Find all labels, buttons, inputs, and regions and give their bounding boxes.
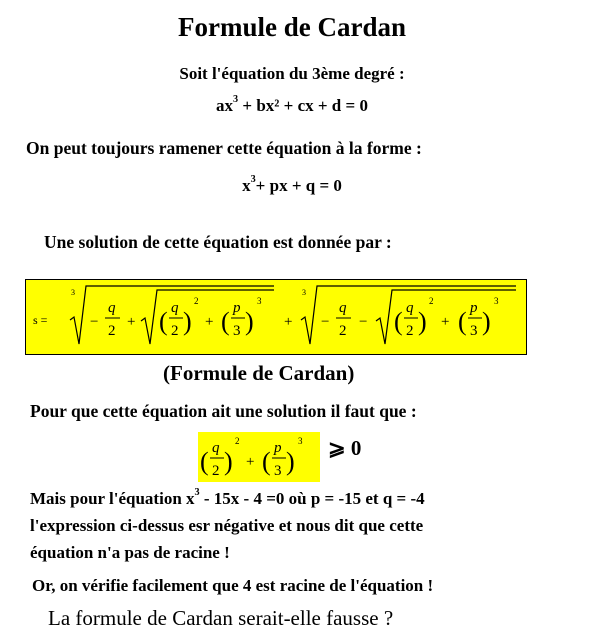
svg-text:(: ( bbox=[394, 307, 403, 336]
svg-text:(: ( bbox=[200, 447, 209, 476]
svg-text:3: 3 bbox=[274, 463, 282, 479]
svg-text:): ) bbox=[418, 307, 427, 336]
svg-text:2: 2 bbox=[194, 296, 199, 306]
svg-text:2: 2 bbox=[171, 323, 179, 339]
example-line-2: l'expression ci-dessus esr négative et nous dit que cette bbox=[30, 516, 424, 535]
svg-text:3: 3 bbox=[257, 296, 262, 306]
svg-text:p: p bbox=[233, 300, 241, 316]
svg-text:−: − bbox=[90, 314, 99, 330]
svg-text:3: 3 bbox=[494, 296, 499, 306]
svg-text:(: ( bbox=[221, 307, 230, 336]
svg-text:−: − bbox=[321, 314, 330, 330]
svg-text:q: q bbox=[212, 440, 220, 456]
svg-text:3: 3 bbox=[233, 323, 241, 339]
formula-caption: (Formule de Cardan) bbox=[163, 361, 355, 385]
svg-text:q: q bbox=[339, 300, 347, 316]
svg-text:3: 3 bbox=[298, 436, 303, 446]
example-line-3: équation n'a pas de racine ! bbox=[30, 543, 230, 562]
svg-text:(: ( bbox=[159, 307, 168, 336]
svg-text:2: 2 bbox=[406, 323, 414, 339]
svg-text:p: p bbox=[470, 300, 478, 316]
svg-text:−: − bbox=[359, 314, 368, 330]
svg-text:q: q bbox=[171, 300, 179, 316]
svg-text:): ) bbox=[224, 447, 233, 476]
svg-text:p: p bbox=[274, 440, 282, 456]
reduce-text: On peut toujours ramener cette équation à la forme : bbox=[26, 138, 422, 158]
condition-text: Pour que cette équation ait une solution il faut que : bbox=[30, 401, 417, 421]
svg-text:3: 3 bbox=[302, 288, 306, 297]
verify-text: Or, on vérifie facilement que 4 est racine de l'équation ! bbox=[32, 576, 434, 595]
svg-text:): ) bbox=[286, 447, 295, 476]
cardan-formula bbox=[26, 280, 526, 354]
general-equation: $ax^3 + bx^2$ + cx + d = 0 bbox=[216, 94, 368, 115]
svg-text:(: ( bbox=[262, 447, 271, 476]
svg-text:+: + bbox=[284, 314, 293, 330]
svg-text:(: ( bbox=[458, 307, 467, 336]
svg-text:3: 3 bbox=[470, 323, 478, 339]
svg-text:): ) bbox=[183, 307, 192, 336]
svg-text:+: + bbox=[205, 314, 214, 330]
closing-question: La formule de Cardan serait-elle fausse ? bbox=[48, 606, 394, 630]
svg-text:): ) bbox=[245, 307, 254, 336]
svg-text:3: 3 bbox=[71, 288, 75, 297]
intro-text: Soit l'équation du 3ème degré : bbox=[179, 64, 405, 83]
svg-text:+: + bbox=[246, 454, 255, 470]
example-equation-line: Mais pour l'équation $x^3 - 15x - 4 =0$ où p = -15 et q = -4 bbox=[30, 487, 425, 508]
solution-text: Une solution de cette équation est donnée par : bbox=[44, 232, 392, 252]
svg-text:2: 2 bbox=[108, 323, 116, 339]
cardan-formula-box bbox=[25, 279, 527, 355]
svg-text:): ) bbox=[482, 307, 491, 336]
svg-text:2: 2 bbox=[212, 463, 220, 479]
svg-text:2: 2 bbox=[235, 436, 240, 446]
svg-text:2: 2 bbox=[429, 296, 434, 306]
page-title: Formule de Cardan bbox=[178, 12, 406, 42]
svg-text:q: q bbox=[108, 300, 116, 316]
svg-text:+: + bbox=[127, 314, 136, 330]
condition-expression bbox=[198, 432, 320, 482]
svg-text:+: + bbox=[441, 314, 450, 330]
condition-geq: ⩾ 0 bbox=[328, 436, 362, 460]
svg-text:2: 2 bbox=[339, 323, 347, 339]
svg-text:q: q bbox=[406, 300, 414, 316]
svg-text:s =: s = bbox=[33, 313, 48, 327]
reduced-equation: $x^3+$ px + q = 0 bbox=[242, 174, 342, 195]
